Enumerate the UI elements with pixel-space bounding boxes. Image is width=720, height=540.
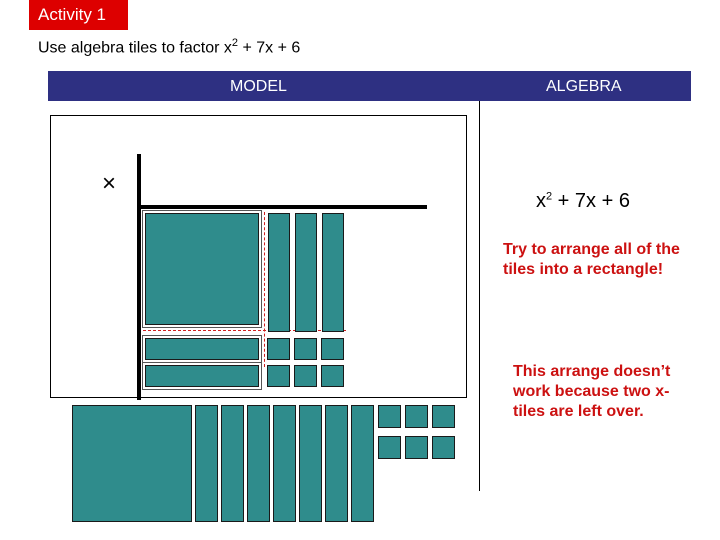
unit-tile[interactable]: [378, 436, 401, 459]
x-tile[interactable]: [145, 338, 259, 360]
algebra-expression: $x^2 + 7x + 6$: [536, 190, 630, 212]
guide-line: [264, 212, 265, 367]
horizontal-axis: [137, 205, 427, 209]
column-divider: [479, 101, 480, 491]
activity-label: Activity 1: [38, 5, 107, 24]
unit-tile[interactable]: [432, 436, 455, 459]
x-squared-tile[interactable]: [72, 405, 192, 522]
x-tile[interactable]: [295, 213, 317, 332]
unit-tile[interactable]: [294, 365, 317, 387]
unit-tile[interactable]: [267, 338, 290, 360]
x-tile[interactable]: [247, 405, 270, 522]
unit-tile[interactable]: [294, 338, 317, 360]
section-header-bar: [48, 71, 691, 101]
x-tile[interactable]: [351, 405, 374, 522]
unit-tile[interactable]: [405, 405, 428, 428]
x-tile[interactable]: [322, 213, 344, 332]
activity-badge: [29, 0, 128, 30]
unit-tile[interactable]: [267, 365, 290, 387]
x-squared-tile[interactable]: [145, 213, 259, 325]
unit-tile[interactable]: [321, 338, 344, 360]
model-heading: MODEL: [230, 78, 287, 95]
x-tile[interactable]: [145, 365, 259, 387]
unit-tile[interactable]: [378, 405, 401, 428]
x-tile[interactable]: [325, 405, 348, 522]
unit-tile[interactable]: [405, 436, 428, 459]
x-tile[interactable]: [195, 405, 218, 522]
unit-tile[interactable]: [321, 365, 344, 387]
x-tile[interactable]: [273, 405, 296, 522]
x-tile[interactable]: [268, 213, 290, 332]
x-tile[interactable]: [221, 405, 244, 522]
instruction-text: Use algebra tiles to factor $x^2 + 7x + 6$: [38, 37, 301, 57]
result-note: This arrange doesn’t work because two x-tiles are left over.: [513, 363, 671, 420]
hint-text: Try to arrange all of the tiles into a rectangle!: [503, 241, 680, 278]
multiply-mark: ×: [102, 170, 117, 197]
x-tile[interactable]: [299, 405, 322, 522]
algebra-heading: ALGEBRA: [546, 78, 622, 95]
unit-tile[interactable]: [432, 405, 455, 428]
vertical-axis: [137, 154, 141, 400]
